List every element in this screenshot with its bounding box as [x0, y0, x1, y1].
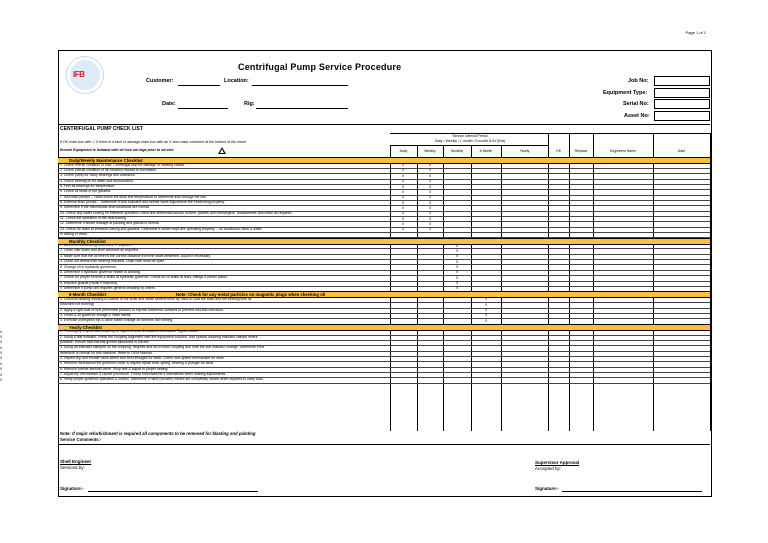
- customer-label: Customer:: [146, 78, 174, 84]
- isolation-note: Ensure Equipment is Isolated with all lock out tags prior to service: [60, 148, 174, 152]
- column-header-daily: Daily: [399, 149, 408, 153]
- ok-cell[interactable]: [548, 308, 569, 313]
- ok-cell[interactable]: [548, 227, 569, 232]
- checklist-item-text: 3. Make sure that the oil level is the correct distance from the shaft centerline. Adjust if necessary.: [60, 253, 211, 258]
- replace-cell[interactable]: [569, 205, 593, 210]
- replace-cell[interactable]: [569, 281, 593, 286]
- signature-left-field[interactable]: [88, 491, 258, 492]
- asset-no-label: Asset No:: [624, 113, 650, 119]
- interval-mark: X: [456, 259, 459, 264]
- interval-mark: X: [429, 227, 432, 232]
- comments-divider: [58, 444, 710, 445]
- ok-cell[interactable]: [548, 243, 569, 248]
- replace-cell[interactable]: [569, 329, 593, 334]
- interval-mark: X: [429, 211, 432, 216]
- interval-mark: X: [456, 275, 459, 280]
- section-title: Monthly Checklist: [69, 238, 106, 244]
- checklist-item-text: 3. Clean & oil governor linkage & valve stems.: [60, 312, 132, 317]
- interval-mark: X: [456, 243, 459, 248]
- ok-cell[interactable]: [548, 232, 569, 237]
- checklist-item-text: 6. Remove turbine sentinel valve. Shop test & adjust to proper setting.: [60, 366, 169, 371]
- engineer-title: Shell Engineer: [60, 459, 92, 464]
- section-subtitle: Note: Check for any metal particles on magnetic plugs when checking oil: [176, 292, 326, 298]
- replace-cell[interactable]: [569, 351, 593, 356]
- checklist-title: CENTRIFUGAL PUMP CHECK LIST: [58, 124, 710, 131]
- ok-cell[interactable]: [548, 351, 569, 356]
- interval-mark: X: [402, 227, 405, 232]
- checklist-item-text: 6. Check oil seals of the gaskets.: [60, 189, 112, 194]
- checklist-item-text: 5. Change oil in hydraulic governors.: [60, 264, 117, 269]
- rig-label: Rig:: [244, 101, 255, 107]
- ok-cell[interactable]: [548, 372, 569, 377]
- caution-icon: [218, 147, 226, 154]
- interval-mark: X: [0, 335, 3, 340]
- job-no-label: Job No:: [628, 78, 649, 84]
- date-field[interactable]: [178, 108, 228, 109]
- interval-mark: X: [402, 205, 405, 210]
- column-header-yearly: Yearly: [519, 149, 530, 153]
- replace-cell[interactable]: [569, 232, 593, 237]
- replace-cell[interactable]: [569, 195, 593, 200]
- interval-mark: X: [0, 372, 3, 377]
- grid-top-border: [390, 133, 710, 134]
- interval-mark: X: [485, 313, 488, 318]
- asset-no-field[interactable]: [654, 111, 710, 121]
- ok-cell[interactable]: [548, 275, 569, 280]
- checklist-item-text: 4. Check bearing oil for water and discoloration.: [60, 178, 134, 183]
- location-label: Location:: [224, 78, 249, 84]
- column-header-monthly: Monthly: [450, 149, 464, 153]
- ok-cell[interactable]: [548, 318, 569, 323]
- replace-cell[interactable]: [569, 335, 593, 340]
- interval-mark: X: [429, 168, 432, 173]
- ok-cell[interactable]: [548, 345, 569, 350]
- ok-cell[interactable]: [548, 270, 569, 275]
- date-label: Date:: [162, 101, 176, 107]
- replace-cell[interactable]: [569, 248, 593, 253]
- interval-mark: X: [0, 329, 3, 334]
- ok-cell[interactable]: [548, 163, 569, 168]
- replace-cell[interactable]: [569, 302, 593, 307]
- logo-text: IFB: [73, 70, 85, 79]
- replace-cell[interactable]: [569, 265, 593, 270]
- interval-mark: X: [429, 179, 432, 184]
- replace-cell[interactable]: [569, 340, 593, 345]
- customer-field[interactable]: [178, 85, 220, 86]
- interval-mark: X: [0, 367, 3, 372]
- checklist-item-text: 1. Check/fit bearing housing to bottom of the shaft and rotate several turns by hand to coat the shaft and the bearing with oil: [60, 296, 252, 301]
- interval-mark: X: [456, 265, 459, 269]
- ok-cell[interactable]: [548, 286, 569, 291]
- replace-cell[interactable]: [569, 259, 593, 264]
- replace-cell[interactable]: [569, 227, 593, 232]
- interval-mark: X: [402, 189, 405, 194]
- checklist-item-text: 1. Thoroughly inspect disc coupling for signs of wear & cracks in laminates. Tighten bolts.: [60, 329, 199, 334]
- replace-cell[interactable]: [569, 168, 593, 173]
- replace-cell[interactable]: [569, 372, 593, 377]
- ok-cell[interactable]: [548, 377, 569, 382]
- replace-cell[interactable]: [569, 254, 593, 259]
- serial-no-field[interactable]: [654, 99, 710, 109]
- ok-cell[interactable]: [548, 254, 569, 259]
- replace-cell[interactable]: [569, 308, 593, 313]
- ok-cell[interactable]: [548, 361, 569, 366]
- checklist-item-text: possible. Ensure that thermal growth allowance is correct.: [60, 339, 150, 344]
- ok-cell[interactable]: [548, 265, 569, 270]
- replace-cell[interactable]: [569, 243, 593, 248]
- interval-mark: X: [402, 179, 405, 184]
- ok-cell[interactable]: [548, 205, 569, 210]
- ok-cell[interactable]: [548, 297, 569, 302]
- checklist-item-text: 7. Adjust trip mechanism & repeat procedure. Follow manufacturer's instructions when making adjustments.: [60, 372, 227, 376]
- signature-right-label: Signature:-: [535, 486, 559, 491]
- replace-cell[interactable]: [569, 163, 593, 168]
- interval-mark: X: [429, 195, 432, 200]
- ok-cell[interactable]: [548, 221, 569, 226]
- replace-cell[interactable]: [569, 173, 593, 178]
- interval-mark: X: [485, 302, 488, 307]
- replace-cell[interactable]: [569, 361, 593, 366]
- interval-mark: X: [429, 184, 432, 189]
- checklist-item-text: 2. Check overall condition of all vibration mounts to foundation.: [60, 167, 158, 172]
- interval-mark: X: [402, 211, 405, 216]
- interval-mark: X: [0, 340, 3, 345]
- column-header-engineers-name: Engineers Name: [609, 149, 637, 153]
- interval-mark: X: [485, 297, 488, 302]
- checklist-item-text: 4. Inspect trip and throttle valve stems and front linkages for wear. Check over-speed mechanism for wear.: [60, 355, 225, 360]
- checklist-item-text: deflection is normal for this machine. Refer to OEM manual.: [60, 350, 153, 355]
- interval-mark: X: [429, 216, 432, 221]
- replace-cell[interactable]: [569, 179, 593, 184]
- replace-cell[interactable]: [569, 221, 593, 226]
- ok-cell[interactable]: [548, 313, 569, 318]
- interval-mark: X: [402, 195, 405, 200]
- ok-cell[interactable]: [548, 200, 569, 205]
- ok-cell[interactable]: [548, 168, 569, 173]
- checklist-item-text: 4. Exercise overspeed trip & valve steam linkage on turbines not running.: [60, 318, 174, 323]
- column-divider: [710, 133, 711, 431]
- replace-cell[interactable]: [569, 211, 593, 216]
- interval-mark: X: [402, 173, 405, 178]
- interval-mark: X: [402, 163, 405, 168]
- equipment-type-field[interactable]: [654, 88, 710, 98]
- interval-mark: X: [456, 248, 459, 253]
- instruction-text: If OK mark box with √. If there is a fault or damage mark box with an X and make comment at the bottom of the sheet: [60, 140, 246, 144]
- section-title: Yearly Checklist: [69, 324, 102, 330]
- checklist-item-text: 9. Determine if pump unit requires general cleaning by others.: [60, 285, 156, 290]
- replace-cell[interactable]: [569, 345, 593, 350]
- column-header-6-month: 6 Month: [479, 149, 493, 153]
- checklist-item-text: 5. Remove mechanical the governor cover & inspect flyball seat, spring, bearing & plunger for wear.: [60, 361, 215, 366]
- page-number: Page 1 of 1: [685, 30, 706, 35]
- checklist-item-text: 9. Determine if the mechanical seal conditions are normal.: [60, 205, 151, 210]
- footer-note: Note: If major refurbishment is required all components to be removed for blasting and painting: [60, 431, 256, 436]
- replace-cell[interactable]: [569, 270, 593, 275]
- interval-mark: X: [0, 356, 3, 361]
- replace-cell[interactable]: [569, 184, 593, 189]
- checklist-item-text: 6. Determine if hydraulic governor heater is working.: [60, 269, 141, 274]
- column-header-ok: OK: [555, 149, 562, 153]
- interval-mark: X: [0, 377, 3, 382]
- ok-cell[interactable]: [548, 173, 569, 178]
- interval-mark: X: [456, 286, 459, 291]
- interval-mark: X: [456, 270, 459, 275]
- signature-left-label: Signature:-: [60, 486, 84, 491]
- checklist-item-text: 10. Check any water cooling for effective operation. Hand test differential across coolers, jackets and exchangers. Disassemble and clean as required.: [60, 210, 293, 215]
- replace-cell[interactable]: [569, 367, 593, 372]
- ok-cell[interactable]: [548, 179, 569, 184]
- replace-cell[interactable]: [569, 313, 593, 318]
- interval-divider: [390, 145, 548, 146]
- checklist-item-text: 8. Verify proper governor operation & control. Determine if hand (booster) valves are completely closed when required to carry load.: [60, 377, 264, 382]
- interval-mark: X: [485, 318, 488, 323]
- checklist-item-text: 1. Add oil to the bearing reservoirs, if required.: [60, 243, 132, 248]
- checklist-item-text: 3. Using an indicator clamped on the coupling, degrees and lift on each coupling and note the dial indicator change. Determine if the: [60, 345, 265, 350]
- replace-cell[interactable]: [569, 216, 593, 221]
- checklist-item-text: 13. Check for leaks at pressure casing and gaskets. Determine if steam traps are operating properly -- no continuous blow & water: [60, 226, 262, 231]
- ok-cell[interactable]: [548, 259, 569, 264]
- checklist-item-text: 8. Replace guards (repair if required).: [60, 280, 119, 285]
- replace-cell[interactable]: [569, 286, 593, 291]
- replace-cell[interactable]: [569, 297, 593, 302]
- interval-mark: X: [456, 281, 459, 286]
- interval-mark: X: [402, 200, 405, 205]
- checklist-item-text: 2. Clean oiler bulbs and level windows as required.: [60, 248, 139, 253]
- job-no-field[interactable]: [654, 76, 710, 86]
- replace-cell[interactable]: [569, 275, 593, 280]
- checklist-item-text: 2. Using a dial indicator, check the coupling alignment with the equipment coupled. Use special coupling indicator clamps where: [60, 334, 258, 339]
- interval-mark: X: [429, 221, 432, 226]
- checklist-item-text: 11. Check the operation of the heat tracing.: [60, 216, 127, 221]
- replace-cell[interactable]: [569, 200, 593, 205]
- location-field[interactable]: [252, 85, 348, 86]
- column-header-weekly: Weekly: [424, 149, 436, 153]
- ok-cell[interactable]: [548, 248, 569, 253]
- interval-mark: X: [0, 345, 3, 350]
- interval-mark: X: [0, 361, 3, 366]
- checklist-item-text: (Machine not running): [60, 302, 95, 307]
- ok-cell[interactable]: [548, 340, 569, 345]
- replace-cell[interactable]: [569, 318, 593, 323]
- ok-cell[interactable]: [548, 329, 569, 334]
- page-title: Centrifugal Pump Service Procedure: [238, 62, 402, 72]
- ok-cell[interactable]: [548, 189, 569, 194]
- section-title: 6-Month Checklist: [69, 292, 107, 298]
- interval-mark: X: [402, 168, 405, 173]
- equipment-type-label: Equipment Type:: [603, 90, 648, 96]
- ok-cell[interactable]: [548, 302, 569, 307]
- interval-mark: X: [429, 173, 432, 178]
- column-header-date: Date: [677, 149, 686, 153]
- checklist-item-text: in casing or drain.: [60, 232, 88, 237]
- replace-cell[interactable]: [569, 356, 593, 361]
- supervisor-title: Supervisor Approval: [535, 460, 580, 465]
- ok-cell[interactable]: [548, 216, 569, 221]
- ok-cell[interactable]: [548, 335, 569, 340]
- interval-mark: X: [429, 189, 432, 194]
- interval-mark: X: [429, 205, 432, 210]
- checklist-item-text: 7. Check for proper oil level & leaks at hydraulic governor. Check for oil leaks at lines, fittings & power piston.: [60, 275, 229, 280]
- checklist-item-text: 5. Feel all bearings for temperature.: [60, 184, 116, 188]
- ok-cell[interactable]: [548, 281, 569, 286]
- rig-field[interactable]: [256, 108, 348, 109]
- signature-right-field[interactable]: [562, 491, 702, 492]
- checklist-item-text: 8. External flush pumps -- Determine if flow indicator and needle valve adjustment are functioning properly.: [60, 200, 225, 205]
- serial-no-label: Serial No:: [623, 101, 649, 107]
- checklist-item-text: 3. Check pump for noisy bearings and cavitation.: [60, 173, 136, 178]
- interval-header: Service Interval Period Daily / Weekly / 1 month / 6 month & 6Y(3/ra): [434, 134, 506, 143]
- interval-mark: X: [402, 184, 405, 189]
- company-logo: [66, 56, 104, 94]
- checklist-row: [58, 377, 710, 383]
- interval-mark: X: [402, 216, 405, 221]
- service-comments-label: Service Comments:-: [60, 437, 102, 442]
- replace-cell[interactable]: [569, 377, 593, 382]
- interval-mark: X: [0, 351, 3, 356]
- replace-cell[interactable]: [569, 189, 593, 194]
- checklist-item-text: 1. Check overall condition of fluid. Centrifugal skid for damage or welding cracks: [60, 162, 185, 167]
- interval-mark: X: [429, 200, 432, 205]
- serviced-by-label: Serviced by:: [60, 465, 85, 470]
- checklist-item-text: 2. Apply a light coat of rust preventive product to expose machined surfaces to prevent rust and corrosion.: [60, 307, 224, 312]
- ok-cell[interactable]: [548, 195, 569, 200]
- interval-mark: X: [402, 221, 405, 226]
- checklist-item-text: 7. Self-flush pumps -- Hand check the flush line temperature to determine flow through the line.: [60, 194, 207, 199]
- column-header-replace: Replace: [574, 149, 588, 153]
- checklist-item-text: 4. Clean out debris from bearing brackets. Drain hole must be open.: [60, 259, 166, 264]
- checklist-item-text: 12. Determine if steam leakage at packing and glands is normal.: [60, 221, 160, 226]
- ok-cell[interactable]: [548, 211, 569, 216]
- section-title: Daily/Weekly Maintenance Checklist: [69, 158, 143, 163]
- interval-mark: X: [485, 308, 488, 313]
- ok-cell[interactable]: [548, 367, 569, 372]
- accepted-by-label: Accepted by:: [535, 466, 562, 471]
- ok-cell[interactable]: [548, 184, 569, 189]
- interval-mark: X: [429, 163, 432, 168]
- ok-cell[interactable]: [548, 356, 569, 361]
- interval-mark: X: [456, 254, 459, 259]
